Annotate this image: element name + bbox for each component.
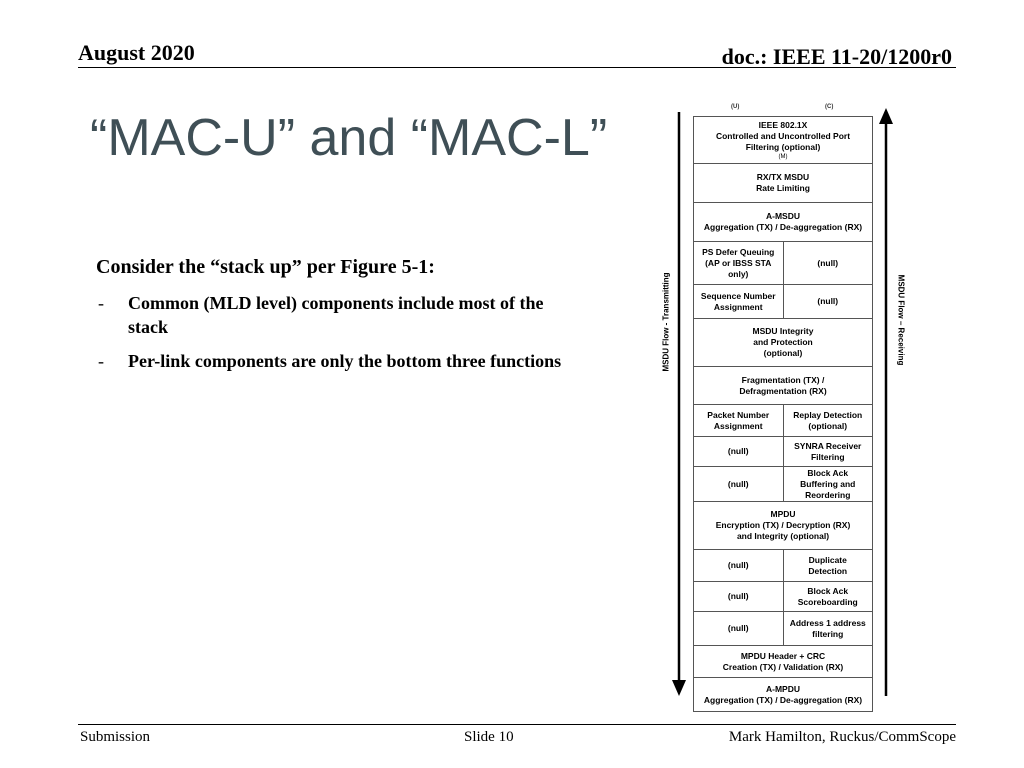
bullet-text: Per-link components are only the bottom three functions [128,351,562,371]
footer-rule [78,724,956,725]
bullet-dash: - [98,351,104,371]
layer-msdu-integrity: MSDU Integrity and Protection (optional) [693,319,873,367]
footer-author: Mark Hamilton, Ruckus/CommScope [728,729,956,745]
layer-amsdu: A-MSDU Aggregation (TX) / De-aggregation (RX) [693,203,873,242]
layer-synra: (null) SYNRA Receiver Filtering [693,437,873,467]
receive-arrow-head [879,108,893,124]
layer-ampdu: A-MPDU Aggregation (TX) / De-aggregation (RX) [693,678,873,712]
layer-packet-number: Packet Number Assignment Replay Detection (optional) [693,405,873,437]
port-labels [693,104,873,116]
body-lead: Consider the “stack up” per Figure 5-1: [96,256,435,278]
layer-rate-limiting: RX/TX MSDU Rate Limiting [693,164,873,203]
layer-blockack-scoreboard: (null) Block Ack Scoreboarding [693,582,873,612]
header-doc-id: doc.: IEEE 11-20/1200r0 [721,44,952,69]
layer-duplicate-detection: (null) Duplicate Detection [693,550,873,582]
layer-ieee-8021x: IEEE 802.1X Controlled and Uncontrolled Port Filtering (optional) (M) [693,116,873,164]
layer-ps-defer: PS Defer Queuing (AP or IBSS STA only) (null) [693,242,873,285]
layer-blockack-buffering: (null) Block Ack Buffering and Reordering [693,467,873,502]
layer-mpdu-encryption: MPDU Encryption (TX) / Decryption (RX) and Integrity (optional) [693,502,873,550]
slide-title: “MAC-U” and “MAC-L” [90,109,608,167]
layer-address1-filter: (null) Address 1 address filtering [693,612,873,646]
header-date: August 2020 [78,40,195,65]
footer-slide-number: Slide 10 [464,729,514,745]
bullet-text: Common (MLD level) components include most of the stack [128,293,544,337]
transmit-arrow-head [672,680,686,696]
layer-mpdu-header-crc: MPDU Header + CRC Creation (TX) / Validation (RX) [693,646,873,678]
port-u-label: (U) [731,104,740,110]
bullet-dash: - [98,293,104,313]
layer-seq-number: Sequence Number Assignment (null) [693,285,873,319]
transmit-flow-label: MSDU Flow - Transmitting [661,272,671,372]
mac-stack-diagram [693,104,873,712]
layer-fragmentation: Fragmentation (TX) / Defragmentation (RX) [693,367,873,405]
footer-submission: Submission [80,729,151,745]
receive-flow-label: MSDU Flow – Receiving [896,274,906,366]
port-c-label: (C) [825,104,834,110]
